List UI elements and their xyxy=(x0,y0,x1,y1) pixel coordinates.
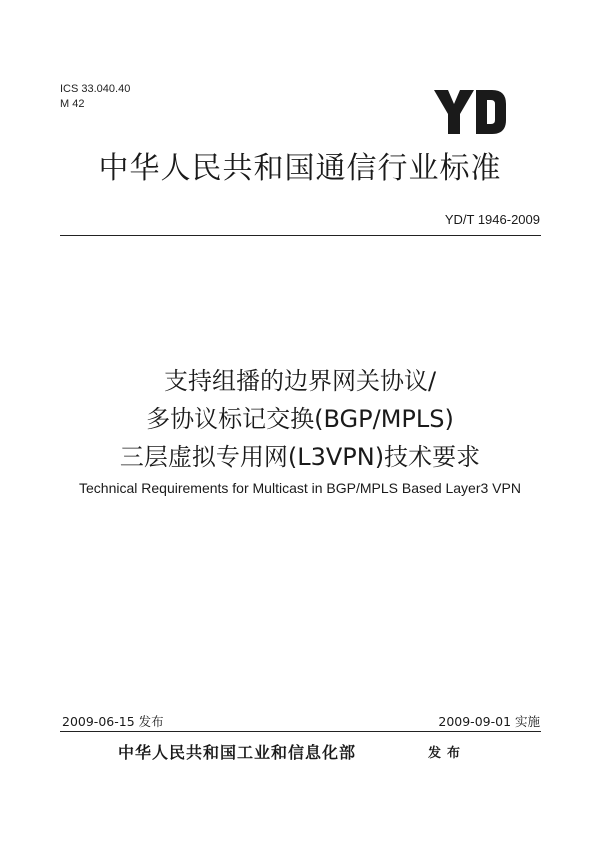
publisher-name: 中华人民共和国工业和信息化部 xyxy=(118,743,357,762)
publish-label: 发布 xyxy=(428,746,467,761)
footer-divider xyxy=(60,731,541,732)
classification-codes xyxy=(60,82,130,112)
standard-number: YD/T 1946-2009 xyxy=(444,212,540,227)
implementation-date: 2009-09-01 实施 xyxy=(438,714,540,729)
english-title: Technical Requirements for Multicast in BGP/MPLS Based Layer3 VPN xyxy=(79,480,521,496)
organization-title: 中华人民共和国通信行业标准 xyxy=(98,151,502,186)
ccs-code: M 42 xyxy=(60,98,85,110)
chinese-title-line-2: 多协议标记交换(BGP/MPLS) xyxy=(146,405,454,433)
yd-logo xyxy=(432,88,508,136)
chinese-title xyxy=(40,362,560,476)
chinese-title-line-1: 支持组播的边界网关协议/ xyxy=(163,367,437,395)
chinese-title-line-3: 三层虚拟专用网(L3VPN)技术要求 xyxy=(119,443,481,471)
header-divider xyxy=(60,235,541,236)
issue-date: 2009-06-15 发布 xyxy=(62,714,164,729)
ics-code: ICS 33.040.40 xyxy=(60,83,131,95)
